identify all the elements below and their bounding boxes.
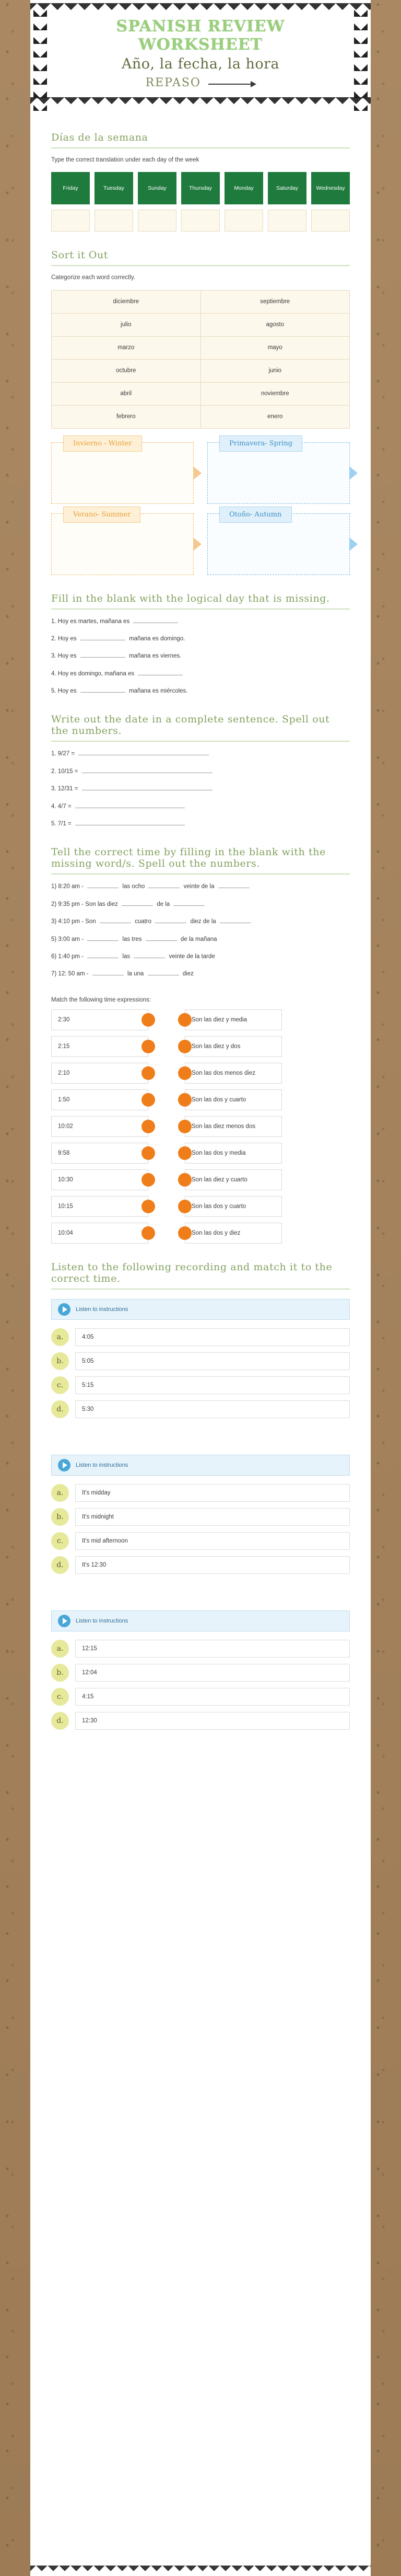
question-text: 2) 9:35 pm - Son las diez — [51, 901, 118, 907]
answer-blank[interactable] — [87, 935, 119, 941]
match-row — [51, 1009, 350, 1030]
arrow-icon — [193, 466, 202, 480]
match-row — [51, 1116, 350, 1137]
divider — [51, 608, 350, 610]
play-icon[interactable] — [58, 1459, 70, 1471]
day-answer-input[interactable] — [51, 210, 90, 232]
match-left-group — [51, 1223, 155, 1244]
arrow-icon — [193, 537, 202, 551]
option-badge: d. — [51, 1400, 69, 1418]
answer-blank[interactable] — [148, 969, 179, 975]
day-chip: Friday — [51, 172, 90, 204]
match-rows — [51, 1009, 350, 1244]
play-audio-button[interactable] — [51, 1611, 350, 1631]
question-text-post: mañana es viernes. — [128, 653, 182, 660]
question-text-post: mañana es domingo. — [128, 635, 185, 642]
page-subtitle: Año, la fecha, la hora — [121, 56, 280, 72]
list-item — [51, 882, 350, 891]
question-text: 4. 4/7 = — [51, 803, 72, 810]
match-right-box[interactable]: Son las dos y media — [185, 1143, 282, 1164]
option-text[interactable]: 5:15 — [75, 1376, 350, 1394]
option-row[interactable] — [51, 1640, 350, 1658]
arrow-icon — [349, 537, 358, 551]
question-text: 1. 9/27 = — [51, 751, 75, 757]
question-text: diez — [182, 971, 194, 978]
season-label[interactable]: Invierno - Winter — [63, 435, 142, 452]
list-item — [51, 651, 350, 661]
list-item — [51, 669, 350, 678]
match-left-group — [51, 1089, 155, 1110]
option-row[interactable] — [51, 1508, 350, 1526]
connector-dot-right[interactable] — [178, 1200, 192, 1213]
question-text: las — [122, 953, 131, 960]
section-sort-it-out — [30, 249, 371, 574]
answer-blank[interactable] — [80, 686, 125, 693]
month-cell[interactable]: marzo — [52, 336, 201, 359]
match-left-box[interactable]: 2:15 — [51, 1036, 148, 1057]
answer-blank[interactable] — [82, 784, 213, 790]
option-row[interactable] — [51, 1556, 350, 1574]
listen-label: Listen to instructions — [76, 1462, 128, 1468]
day-chip: Sunday — [138, 172, 176, 204]
list-item — [51, 686, 350, 696]
answer-blank[interactable] — [82, 767, 213, 773]
connector-dot-left[interactable] — [141, 1013, 155, 1027]
option-badge: b. — [51, 1352, 69, 1370]
question-text: 2. Hoy es — [51, 635, 77, 642]
list-item — [51, 784, 350, 794]
list-item — [51, 917, 350, 926]
section-days-of-week — [30, 132, 371, 232]
match-left-group — [51, 1116, 155, 1137]
option-badge: b. — [51, 1508, 69, 1526]
question-text: 3. Hoy es — [51, 653, 77, 660]
listening-group-2 — [51, 1455, 350, 1574]
option-row[interactable] — [51, 1664, 350, 1682]
question-text: 5. Hoy es — [51, 688, 77, 695]
match-right-group — [178, 1063, 282, 1084]
option-row[interactable] — [51, 1328, 350, 1346]
match-left-group — [51, 1196, 155, 1217]
answer-blank[interactable] — [122, 900, 153, 906]
option-text[interactable]: 4:15 — [75, 1688, 350, 1706]
question-text: 7) 12: 50 am - — [51, 971, 89, 978]
question-text: las ocho — [122, 883, 145, 890]
answer-blank[interactable] — [78, 749, 209, 755]
section-title-listening: Listen to the following recording and match it to the correct time. — [51, 1261, 333, 1284]
month-cell[interactable]: junio — [200, 359, 350, 382]
match-left-box[interactable]: 10:15 — [51, 1196, 148, 1217]
divider — [51, 147, 350, 148]
month-cell[interactable]: noviembre — [200, 382, 350, 405]
option-row[interactable] — [51, 1712, 350, 1730]
divider — [51, 265, 350, 266]
triangle-pattern-footer — [30, 2566, 371, 2576]
section-title-days: Días de la semana — [51, 132, 148, 143]
list-item — [51, 900, 350, 909]
triangle-pattern-top — [30, 3, 371, 17]
option-text[interactable]: It's midnight — [75, 1508, 350, 1526]
answer-blank[interactable] — [75, 802, 185, 808]
match-right-group — [178, 1223, 282, 1244]
month-cell[interactable]: julio — [52, 313, 201, 336]
answer-blank[interactable] — [80, 651, 125, 658]
option-badge: c. — [51, 1688, 69, 1706]
list-item — [51, 767, 350, 776]
connector-dot-left[interactable] — [141, 1120, 155, 1133]
section-title-fill-blank: Fill in the blank with the logical day that is missing. — [51, 592, 330, 604]
connector-dot-left[interactable] — [141, 1066, 155, 1080]
answer-blank[interactable] — [148, 882, 180, 888]
match-left-box[interactable]: 2:30 — [51, 1009, 148, 1030]
month-cell[interactable]: octubre — [52, 359, 201, 382]
match-left-group — [51, 1169, 155, 1190]
answer-blank[interactable] — [134, 952, 165, 958]
connector-dot-left[interactable] — [141, 1146, 155, 1160]
triangle-pattern-right — [354, 3, 368, 111]
section-listening — [30, 1261, 371, 1730]
month-cell[interactable]: diciembre — [52, 290, 201, 313]
season-label[interactable]: Primavera- Spring — [219, 435, 302, 452]
connector-dot-right[interactable] — [178, 1013, 192, 1027]
day-answer-input[interactable] — [138, 210, 176, 232]
match-right-group — [178, 1169, 282, 1190]
answer-blank[interactable] — [92, 969, 124, 975]
list-item — [51, 952, 350, 961]
question-text: veinte de la tarde — [169, 953, 215, 960]
question-text: la una — [127, 971, 144, 978]
match-row — [51, 1089, 350, 1110]
answer-blank[interactable] — [218, 882, 250, 888]
option-text[interactable]: 12:30 — [75, 1712, 350, 1730]
match-row — [51, 1143, 350, 1164]
question-text: 1) 8:20 am - — [51, 883, 84, 890]
option-text[interactable]: 5:05 — [75, 1352, 350, 1370]
divider — [51, 1289, 350, 1290]
match-left-group — [51, 1063, 155, 1084]
connector-dot-left[interactable] — [141, 1200, 155, 1213]
right-texture-strip — [371, 0, 401, 2576]
match-left-box[interactable]: 9:58 — [51, 1143, 148, 1164]
answer-blank[interactable] — [220, 917, 251, 923]
option-row[interactable] — [51, 1688, 350, 1706]
table-row — [52, 405, 350, 428]
day-answer-input[interactable] — [268, 210, 306, 232]
seasons-grid — [51, 439, 350, 575]
worksheet-sheet — [30, 0, 371, 2576]
fill-blank-list — [51, 617, 350, 696]
answer-blank[interactable] — [133, 617, 178, 623]
question-text: diez de la — [190, 918, 216, 925]
day-answer-input[interactable] — [311, 210, 350, 232]
match-right-group — [178, 1116, 282, 1137]
section-title-sort: Sort it Out — [51, 249, 109, 261]
connector-dot-left[interactable] — [141, 1040, 155, 1053]
match-right-group — [178, 1036, 282, 1057]
list-item — [51, 802, 350, 811]
page-title-repaso: REPASO — [145, 76, 201, 89]
option-badge: b. — [51, 1664, 69, 1682]
match-left-box[interactable]: 2:10 — [51, 1063, 148, 1084]
match-left-box[interactable]: 1:50 — [51, 1089, 148, 1110]
season-label[interactable]: Verano- Summer — [63, 507, 140, 523]
match-left-group — [51, 1143, 155, 1164]
match-right-group — [178, 1196, 282, 1217]
match-left-box[interactable]: 10:04 — [51, 1223, 148, 1244]
triangle-pattern-bottom — [30, 97, 371, 111]
month-cell[interactable]: mayo — [200, 336, 350, 359]
day-answer-input[interactable] — [225, 210, 263, 232]
answer-blank[interactable] — [80, 634, 125, 640]
match-row — [51, 1169, 350, 1190]
list-item — [51, 617, 350, 626]
instruction-match: Match the following time expressions: — [51, 996, 151, 1003]
divider — [51, 741, 350, 742]
question-text: de la mañana — [180, 936, 217, 942]
day-chip: Saturday — [268, 172, 306, 204]
day-chip: Wednesday — [311, 172, 350, 204]
instruction-days: Type the correct translation under each day of the week — [51, 157, 199, 163]
answer-blank[interactable] — [173, 900, 205, 906]
question-text: 5) 3:00 am - — [51, 936, 84, 942]
match-left-box[interactable]: 10:30 — [51, 1169, 148, 1190]
days-chip-row — [51, 172, 350, 204]
match-right-box[interactable]: Son las dos menos diez — [185, 1063, 282, 1084]
day-answer-input[interactable] — [95, 210, 133, 232]
match-left-group — [51, 1009, 155, 1030]
option-badge: a. — [51, 1328, 69, 1346]
option-text[interactable]: It's mid afternoon — [75, 1532, 350, 1550]
connector-dot-right[interactable] — [178, 1226, 192, 1240]
question-text: 4. Hoy es domingo, mañana es — [51, 670, 135, 677]
section-match-times — [30, 997, 371, 1244]
answer-blank[interactable] — [155, 917, 186, 923]
divider — [51, 873, 350, 875]
option-row[interactable] — [51, 1400, 350, 1418]
title-block — [56, 18, 345, 89]
option-text[interactable]: 4:05 — [75, 1328, 350, 1346]
question-text: 3. 12/31 = — [51, 786, 78, 792]
season-dropzone-verano[interactable] — [51, 510, 194, 575]
table-row — [52, 313, 350, 336]
section-title-write-date: Write out the date in a complete sentence. Spell out the numbers. — [51, 714, 330, 737]
section-tell-time — [30, 846, 371, 979]
option-badge: d. — [51, 1712, 69, 1730]
listening-group-3 — [51, 1611, 350, 1730]
table-row — [52, 290, 350, 313]
question-text: 5. 7/1 = — [51, 821, 72, 827]
season-dropzone-otono[interactable] — [207, 510, 350, 575]
match-row — [51, 1223, 350, 1244]
connector-dot-right[interactable] — [178, 1146, 192, 1160]
connector-dot-right[interactable] — [178, 1173, 192, 1187]
tell-time-list — [51, 882, 350, 979]
connector-dot-left[interactable] — [141, 1093, 155, 1107]
question-text: 2. 10/15 = — [51, 768, 78, 775]
match-right-box[interactable]: Son las dos y cuarto — [185, 1196, 282, 1217]
match-right-box[interactable]: Son las diez y media — [185, 1009, 282, 1030]
play-audio-button[interactable] — [51, 1455, 350, 1476]
match-right-box[interactable]: Son las diez y cuarto — [185, 1169, 282, 1190]
list-item — [51, 819, 350, 829]
header-banner — [30, 0, 371, 114]
list-item — [51, 969, 350, 979]
match-right-box[interactable]: Son las diez y dos — [185, 1036, 282, 1057]
list-item — [51, 749, 350, 758]
connector-dot-left[interactable] — [141, 1226, 155, 1240]
spacer — [51, 1424, 350, 1445]
match-row — [51, 1036, 350, 1057]
match-left-box[interactable]: 10:02 — [51, 1116, 148, 1137]
answer-blank[interactable] — [87, 952, 119, 958]
answer-blank[interactable] — [100, 917, 131, 923]
option-badge: d. — [51, 1556, 69, 1574]
question-text: 1. Hoy es martes, mañana es — [51, 618, 130, 625]
option-row[interactable] — [51, 1352, 350, 1370]
listen-label: Listen to instructions — [76, 1306, 128, 1313]
answer-blank[interactable] — [75, 819, 185, 825]
question-text: de la — [157, 901, 170, 907]
play-icon[interactable] — [58, 1615, 70, 1627]
month-cell[interactable]: abril — [52, 382, 201, 405]
question-text: cuatro — [135, 918, 152, 925]
option-row[interactable] — [51, 1376, 350, 1394]
months-table — [51, 290, 350, 429]
option-row[interactable] — [51, 1532, 350, 1550]
section-write-date — [30, 714, 371, 829]
day-answer-input[interactable] — [181, 210, 220, 232]
play-audio-button[interactable] — [51, 1299, 350, 1320]
option-row[interactable] — [51, 1484, 350, 1502]
match-row — [51, 1063, 350, 1084]
question-text: veinte de la — [183, 883, 215, 890]
match-left-group — [51, 1036, 155, 1057]
question-text-post: mañana es miércoles. — [128, 688, 188, 695]
month-cell[interactable]: febrero — [52, 405, 201, 428]
day-chip: Thursday — [181, 172, 220, 204]
option-text[interactable]: It's 12:30 — [75, 1556, 350, 1574]
option-badge: c. — [51, 1376, 69, 1394]
list-item — [51, 634, 350, 643]
day-chip: Tuesday — [95, 172, 133, 204]
section-title-tell-time: Tell the correct time by filling in the blank with the missing word/s. Spell out the numbers. — [51, 846, 326, 870]
day-chip: Monday — [225, 172, 263, 204]
instruction-sort: Categorize each word correctly. — [51, 274, 135, 281]
match-right-box[interactable]: Son las dos y diez — [185, 1223, 282, 1244]
match-right-group — [178, 1089, 282, 1110]
listen-label: Listen to instructions — [76, 1617, 128, 1624]
match-right-box[interactable]: Son las diez menos dos — [185, 1116, 282, 1137]
month-cell[interactable]: enero — [200, 405, 350, 428]
match-right-box[interactable]: Son las dos y cuarto — [185, 1089, 282, 1110]
season-label[interactable]: Otoño- Autumn — [219, 507, 292, 523]
option-text[interactable]: 12:15 — [75, 1640, 350, 1658]
table-row — [52, 336, 350, 359]
connector-dot-right[interactable] — [178, 1093, 192, 1107]
option-text[interactable]: 5:30 — [75, 1400, 350, 1418]
list-item — [51, 935, 350, 944]
answer-blank[interactable] — [87, 882, 119, 888]
left-texture-strip — [0, 0, 30, 2576]
month-cell[interactable]: agosto — [200, 313, 350, 336]
connector-dot-right[interactable] — [178, 1120, 192, 1133]
question-text: 6) 1:40 pm - — [51, 953, 84, 960]
match-right-group — [178, 1143, 282, 1164]
option-badge: a. — [51, 1484, 69, 1502]
table-row — [52, 382, 350, 405]
play-icon[interactable] — [58, 1303, 70, 1316]
option-badge: c. — [51, 1532, 69, 1550]
page-title: SPANISH REVIEW WORKSHEET — [116, 17, 285, 54]
connector-dot-right[interactable] — [178, 1040, 192, 1053]
match-right-group — [178, 1009, 282, 1030]
days-answer-row — [51, 210, 350, 232]
month-cell[interactable]: septiembre — [200, 290, 350, 313]
season-dropzone-invierno[interactable] — [51, 439, 194, 504]
connector-dot-right[interactable] — [178, 1066, 192, 1080]
spacer — [51, 1580, 350, 1601]
season-dropzone-primavera[interactable] — [207, 439, 350, 504]
question-text: 3) 4:10 pm - Son — [51, 918, 96, 925]
table-row — [52, 359, 350, 382]
listening-group-1 — [51, 1299, 350, 1418]
answer-blank[interactable] — [146, 935, 177, 941]
match-row — [51, 1196, 350, 1217]
connector-dot-left[interactable] — [141, 1173, 155, 1187]
option-text[interactable]: It's midday — [75, 1484, 350, 1502]
triangle-pattern-left — [33, 3, 47, 111]
answer-blank[interactable] — [138, 669, 183, 675]
option-text[interactable]: 12:04 — [75, 1664, 350, 1682]
section-fill-in-blank — [30, 593, 371, 696]
option-badge: a. — [51, 1640, 69, 1658]
question-text: las tres — [122, 936, 142, 942]
arrow-icon — [208, 84, 255, 85]
date-list — [51, 749, 350, 829]
arrow-icon — [349, 466, 358, 480]
